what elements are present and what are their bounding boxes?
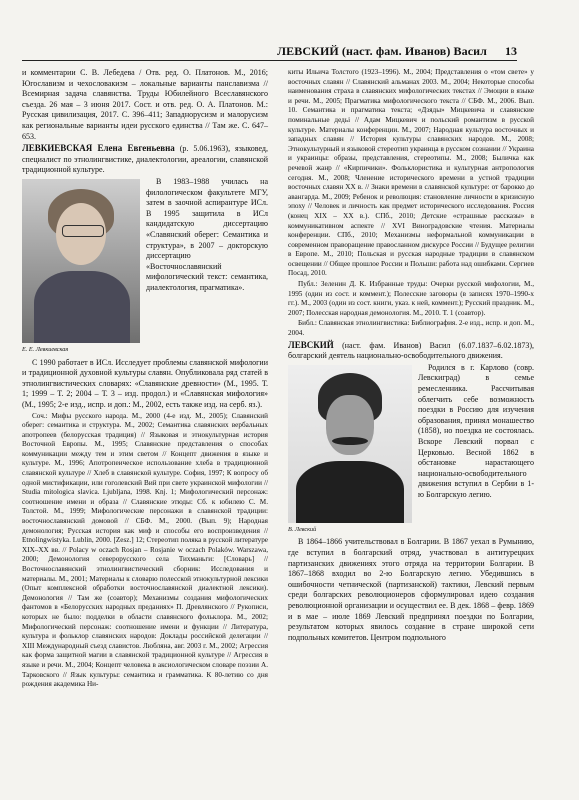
entry-headword: ЛЕВКИЕВСКАЯ Елена Евгеньевна [22,143,175,154]
right-column [288,68,534,644]
biography-paragraph: В 1983–1988 училась на филологическом факультете МГУ, затем в заочной аспирантуре ИСл. В 1995 защитила в ИСл кандидатскую диссертацию «Славянский оберег: Семантика и структура», в 2007 – докторскую диссертацию «Восточнославянский мифологический текст: семантика, диалектология, прагматика». [146,176,268,292]
left-column [22,68,268,691]
entry-intro [22,143,268,176]
portrait-photo [22,179,140,343]
portrait-figure-2 [288,365,412,536]
research-paragraph: С 1990 работает в ИСл. Исследует проблемы славянской мифологии и традиционной духовной культуры славян. Опубликовала ряд статей в этнолингвистических словарях: «Славянские древности» (М., 1995. Т. 1; 1999 – Т. 2; 2004 – Т. 3 – изд. продол.) и «Славянская мифология» (М., 1995; 2-е изд., испр. и доп.: М., 2002, есть также изд. на серб. яз.). [22,357,268,409]
photo-caption: Е. Е. Левкиевская [22,345,69,353]
biography-paragraph-2: Родился в г. Карлово (совр. Левскиград) в семье ремесленника. Рассчитывая облегчить себе возможность поездки в Россию для изучения образования, принял монашество (1858), но поездка не состоялась. Вскоре Левский порвал с Церковью. Весной 1862 в обстановке нарастающего национально-освободительного движения вступил в Сербии в 1-ю Болгарскую легию. [418,362,534,499]
page-number: 13 [505,44,517,58]
entry-intro-text-2: (наст. фам. Иванов) Васил (6.07.1837–6.02.1873), болгарский деятель национально-освободительного движения. [288,340,534,361]
entry-intro-2 [288,340,534,362]
entry-intro-text: (р. 5.06.1963), языковед, специалист по этнолингвистике, диалектологии, ареалогии, славянской традиционной культуре. [22,144,268,175]
portrait-photo-2 [288,365,412,523]
publications: Публ.: Зеленин Д. К. Избранные труды: Очерки русской мифологии, М., 1995 (один из сост. и коммент.); Полесские заговоры (в записях 1970–1990-х гг.). М., 2003 (один из сост. книги, указ. к ней, коммент.); Русский праздник. М., 2007; Полесская народная демонология. М., 2010. Т. 1 (соавтор). [288,280,534,317]
bibliography: Библ.: Славянская этнолингвистика: Библиография. 2-е изд., испр. и доп. М., 2004. [288,319,534,338]
continued-works: киты Ильича Толстого (1923–1996). М., 2004; Представления о «том свете» у восточных славян // Славянский альманах 2003. М., 2004; Некоторые способы наименования страха в славянских мифологических текстах // Эмоции в языке и речи. М., 2005; Прагматика мифологического текста // СБФ. М., 2006. Вып. 10. Семантика и прагматика текста; «Дзяды» Мицкевича и славянские поминальные дедьі // Адам Мицкевич и польский романтизм в русской культуре. Материалы конференции. М., 2007; Народная культура восточных и западных славян // История культуры славянских народов. М., 2008; Этнокультурный и языковой стереотип украинца в русском сознании // Украина и украинцы: образы, представления, стереотипы. М., 2008; Быличка как речевой жанр // «Кирпичики». Фольклористика и культурная антропология сегодня. М., 2008; Членение исторического времени в устной традиции восточных славян XX в. // Знаки времени в славянской культуре: от барокко до авангарда. М., 2009; Ребенок и революция: становление личности в кризисную эпоху // Человек и личность как предмет исторического исследования. Россия (конец XIX – XX в.). СПб., 2010; Детские «страшные рассказы» в коммуникативном аспекте // XVI Виноградовские чтения. Материалы конференции. СПб., 2010; Механизмы неформальной коммуникации в современном праворащение правосланном дискурсе России // Будущее религии в Европе. М., 2010; Польская и русская народные традиции в славянском освещении // Общее прошлое России и Польши: работа над ошибками. Сергиев Посад, 2010. [288,68,534,278]
portrait-figure [22,179,140,356]
page-header [22,44,517,61]
entry-headword-2: ЛЕВСКИЙ [288,339,334,350]
works-list: Соч.: Мифы русского народа. М., 2000 (4-е изд. М., 2005); Славянский оберег: семантика и структура. М., 2002; Семантика славянских вербальных апотропеев (белорусская традиция) // Языковая и этнокультурная история Восточной Европы. М., 1995; Славянские представления о способах коммуникации между тем и этим светом // Концепт движения в языке и культуре. М., 1996; Апотропеическое использование хлеба в традиционной славянской культуре // Хлеб в славянской культуре. София, 1997; К вопросу об одной мистификации, или гоголевский Вий при свете украинской мифологии // Studia mitologica slavica. Ljubljana, 1998. Knj. 1; Мифологический персонаж: соотношение имени и образа // Славянские этюды: Сб. к юбилею С. М. Толстой. М., 1999; Мифологические персонажи в славянской традиции: восточнославянский домовой // СБФ. М., 2000. (Вып. 9); Народная демонология; Русская история как миф и способы его воспроизведения // Etnolingwistyka. Lublin, 2000. [Zesz.] 12; Стереотип поляка в русской литературе XIX–XX вв. // Polacy w oczach Rosjan – Rosjanie w oczach Polaków. Warszawa, 2000; Демонология северорусского села Тихманьги: [Словарь] // Восточнославянский этнолингвистический сборник: Исследования и материалы. М., 2001; Материалы к словарю полесской этнокультурной лексики (Опыт комплексной обработки восточнославянской диалектной лексики). Демонология // Там же (соавтор); Механизмы создания мифологических фантомов в «Белорусских народных преданиях» П. Древлянского // Рукописи, которых не было: подделки в области славянского фольклора. М., 2002; Мифологический персонаж: соотношение имени и функции // Литература, культура и фольклор славянских народов: Доклады российской делегации // XIII Международный съезд славистов. Любляна, авг. 2003 г. М., 2002; Агрессия как форма защитной магии в славянской традиционной культуре // Агрессия в языке и речи. М., 2004; Концепт человека в аксиологическом словаре поэзии А. Тарковского // Язык культуры: семантика и грамматика. К 80-летию со дня рождения академика Ни- [22,411,268,689]
photo-caption-2: В. Левский [288,525,317,533]
running-title: ЛЕВСКИЙ (наст. фам. Иванов) Васил [277,44,487,58]
biography-continuation: В 1864–1866 учительствовал в Болгарии. В 1867 уехал в Румынию, где вступил в болгарский отряд, участвовал в антитурецких партизанских движениях этого отряда на территории Болгарии. В 1867–1868 входил во 2-ю Болгарскую легию. Убедившись в ошибочности четнической (партизанской) тактики, Левский первым среди болгарских революционеров сформулировал идею создания революционной организации и осуществил ее. В дек. 1868 – февр. 1869 и в мае – июле 1869 Левский предпринял поездки по Болгарии, результатом которых явилось создание в стране широкой сети подпольных комитетов. Центром подпольного [288,537,534,642]
continued-paragraph: и комментарии С. В. Лебедева / Отв. ред. О. Платонов. М., 2016; Югославизм и чехословакизм – локальные варианты панславизма // Всемирная задача славянства. Труды Юбилейного Всеславянского съезда. 26 мая – 3 июня 2017. Сост. и отв. ред. О. А. Платонов. М.: Русская цивилизация, 2017. С. 396–411; Западнорусизм и малорусизм как региональные варианты идеи русского единства // Там же. С. 647–653. [22,68,268,141]
